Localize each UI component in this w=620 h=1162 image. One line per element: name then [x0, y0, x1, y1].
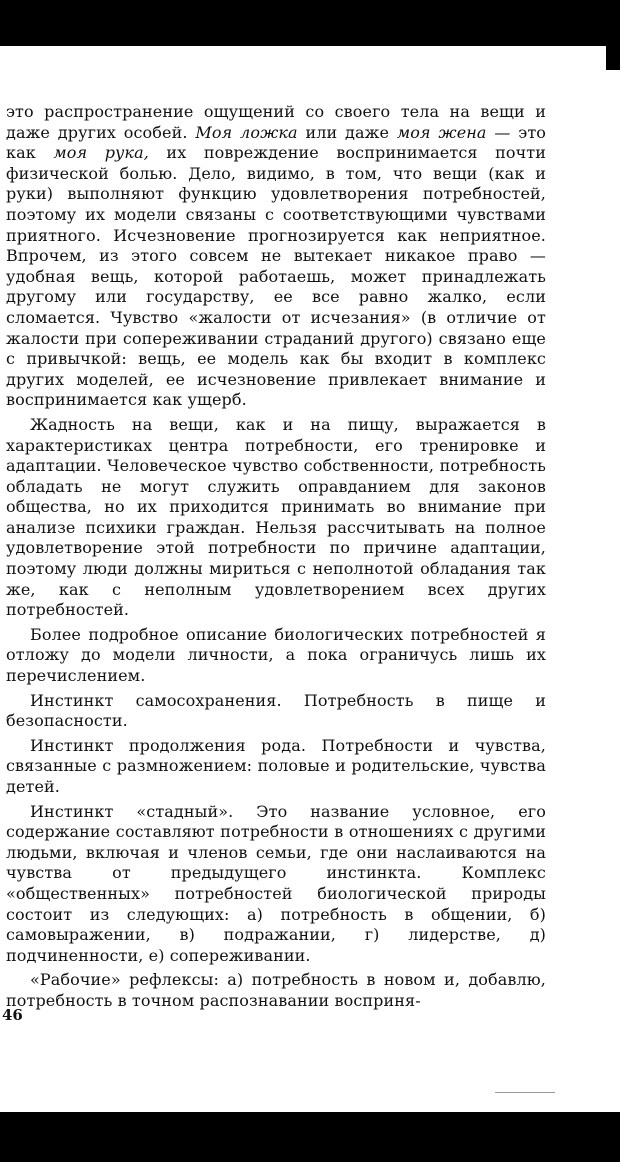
page-number: 46 — [2, 1006, 23, 1024]
text-run: Инстинкт самосохранения. Потребность в пище и безопасности. — [6, 690, 546, 731]
paragraph — [6, 802, 546, 967]
text-run: это распространение ощущений со своего тела на вещи и даже других особей. — [6, 102, 546, 142]
paragraph — [6, 691, 546, 732]
text-run: Более подробное описание биологических потребностей я отложу до модели личности, а пока ограничусь лишь их перечислением. — [6, 624, 546, 686]
scan-border-corner — [606, 0, 620, 70]
paragraph — [6, 970, 546, 1011]
text-run: «Рабочие» рефлексы: а) потребность в новом и, добавлю, потребность в точном распознавании восприня- — [6, 970, 546, 1010]
italic-phrase: Моя ложка — [195, 122, 298, 142]
scan-artifact-line — [495, 1092, 555, 1093]
text-run: Инстинкт продолжения рода. Потребности и чувства, связанные с размножением: половые и родительские, чувства детей. — [6, 735, 546, 796]
scan-border-bottom — [0, 1112, 620, 1162]
text-run: Жадность на вещи, как и на пищу, выражается в характеристиках центра потребности, его тренировке и адаптации. Человеческое чувство собственности, потребность обладать не могут служить оправданием для законов общества, но их приходится принимать во внимание при анализе психики граждан. Нельзя рассчитывать на полное удовлетворение этой потребности по причине адаптации, поэтому люди должны мириться с неполнотой обладания так же, как с неполным удовлетворением всех других потребностей. — [6, 414, 546, 620]
italic-phrase: моя жена — [396, 122, 487, 142]
text-run: или даже — [297, 122, 397, 142]
text-run: их повреждение воспринимается почти физической болью. Дело, видимо, в том, что вещи (как и руки) выполняют функцию удовлетворения потребностей, поэтому их модели связаны с соответствующими чувствами приятного. Исчезновение прогнозируется как неприятное. Впрочем, из этого совсем не вытекает никакое право — удобная вещь, которой работаешь, может принадлежать другому или государству, ее все равно жалко, если сломается. Чувство «жалости от исчезания» (в отличие от жалости при сопереживании страданий другого) связано еще с привычкой: вещь, ее модель как бы входит в комплекс других моделей, ее исчезновение привлекает внимание и воспринимается как ущерб. — [6, 143, 547, 410]
italic-phrase: моя рука, — [53, 143, 149, 163]
text-run: — это как — [6, 122, 547, 163]
page-body-text — [6, 102, 546, 1012]
paragraph — [6, 736, 546, 798]
paragraph — [6, 415, 546, 621]
text-run: Инстинкт «стадный». Это название условное, его содержание составляют потребности в отношениях с другими людьми, включая и членов семьи, где они наслаиваются на чувства от предыдущего инстинкта. Комплекс «общественных» потребностей биологической природы состоит из следующих: а) потребность в общении, б) самовыражении, в) подражании, г) лидерстве, д) подчиненности, е) сопереживании. — [6, 801, 546, 965]
paragraph — [6, 102, 546, 411]
paragraph — [6, 625, 546, 687]
scan-border-top — [0, 0, 620, 46]
